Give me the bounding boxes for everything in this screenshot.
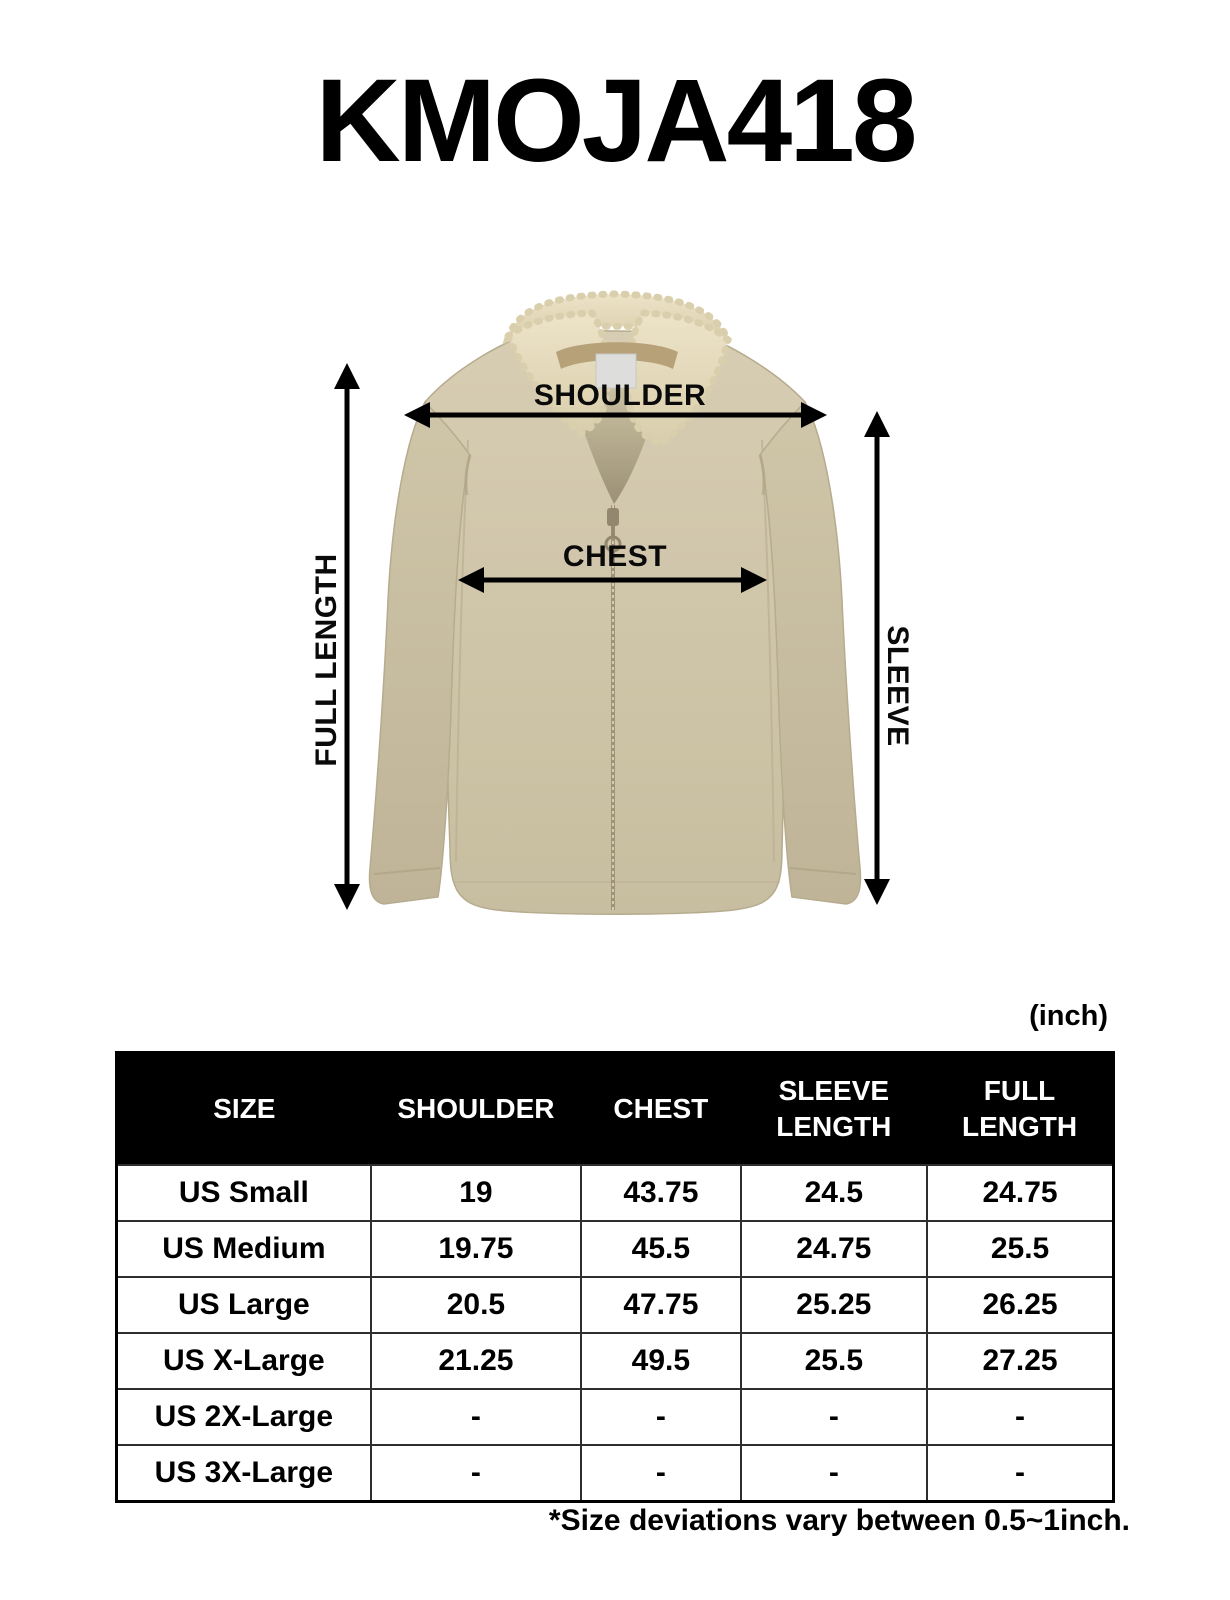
table-header-row — [117, 1053, 1114, 1166]
table-row-us-large — [117, 1277, 1114, 1333]
table-row-us-x-large — [117, 1333, 1114, 1389]
table-row-us-2x-large — [117, 1389, 1114, 1445]
full-length-cell: 25.5 — [927, 1221, 1113, 1277]
size-cell: US 2X-Large — [117, 1389, 371, 1445]
header-size: SIZE — [117, 1053, 371, 1166]
size-table — [115, 1051, 1115, 1503]
sleeve-length-cell: 24.5 — [741, 1165, 927, 1221]
shoulder-cell: 20.5 — [371, 1277, 581, 1333]
shoulder-cell: 19.75 — [371, 1221, 581, 1277]
shoulder-cell: - — [371, 1445, 581, 1502]
full-length-cell: 24.75 — [927, 1165, 1113, 1221]
full-length-cell: - — [927, 1445, 1113, 1502]
header-sleeve-length: SLEEVE LENGTH — [741, 1053, 927, 1166]
size-cell: US X-Large — [117, 1333, 371, 1389]
size-cell: US Medium — [117, 1221, 371, 1277]
table-row-us-medium — [117, 1221, 1114, 1277]
header-chest: CHEST — [581, 1053, 741, 1166]
full-length-cell: - — [927, 1389, 1113, 1445]
chest-cell: - — [581, 1389, 741, 1445]
size-deviation-footnote: *Size deviations vary between 0.5~1inch. — [548, 1504, 1130, 1537]
size-cell: US 3X-Large — [117, 1445, 371, 1502]
chest-label: CHEST — [562, 540, 668, 573]
chest-cell: 43.75 — [581, 1165, 741, 1221]
full-length-cell: 27.25 — [927, 1333, 1113, 1389]
full-length-label: FULL LENGTH — [310, 553, 343, 767]
sleeve-length-cell: 25.25 — [741, 1277, 927, 1333]
sleeve-length-cell: 24.75 — [741, 1221, 927, 1277]
size-cell: US Large — [117, 1277, 371, 1333]
shoulder-cell: - — [371, 1389, 581, 1445]
sleeve-length-cell: - — [741, 1445, 927, 1502]
chest-cell: - — [581, 1445, 741, 1502]
shoulder-label: SHOULDER — [533, 379, 707, 412]
chest-cell: 49.5 — [581, 1333, 741, 1389]
sleeve-length-cell: 25.5 — [741, 1333, 927, 1389]
sleeve-label: SLEEVE — [881, 625, 914, 747]
size-cell: US Small — [117, 1165, 371, 1221]
table-row-us-small — [117, 1165, 1114, 1221]
sleeve-length-cell: - — [741, 1389, 927, 1445]
full-length-cell: 26.25 — [927, 1277, 1113, 1333]
chest-cell: 45.5 — [581, 1221, 741, 1277]
shoulder-cell: 21.25 — [371, 1333, 581, 1389]
header-shoulder: SHOULDER — [371, 1053, 581, 1166]
unit-label: (inch) — [1029, 1000, 1108, 1032]
chest-cell: 47.75 — [581, 1277, 741, 1333]
header-full-length: FULL LENGTH — [927, 1053, 1113, 1166]
shoulder-cell: 19 — [371, 1165, 581, 1221]
table-row-us-3x-large — [117, 1445, 1114, 1502]
page-title: KMOJA418 — [315, 55, 915, 187]
